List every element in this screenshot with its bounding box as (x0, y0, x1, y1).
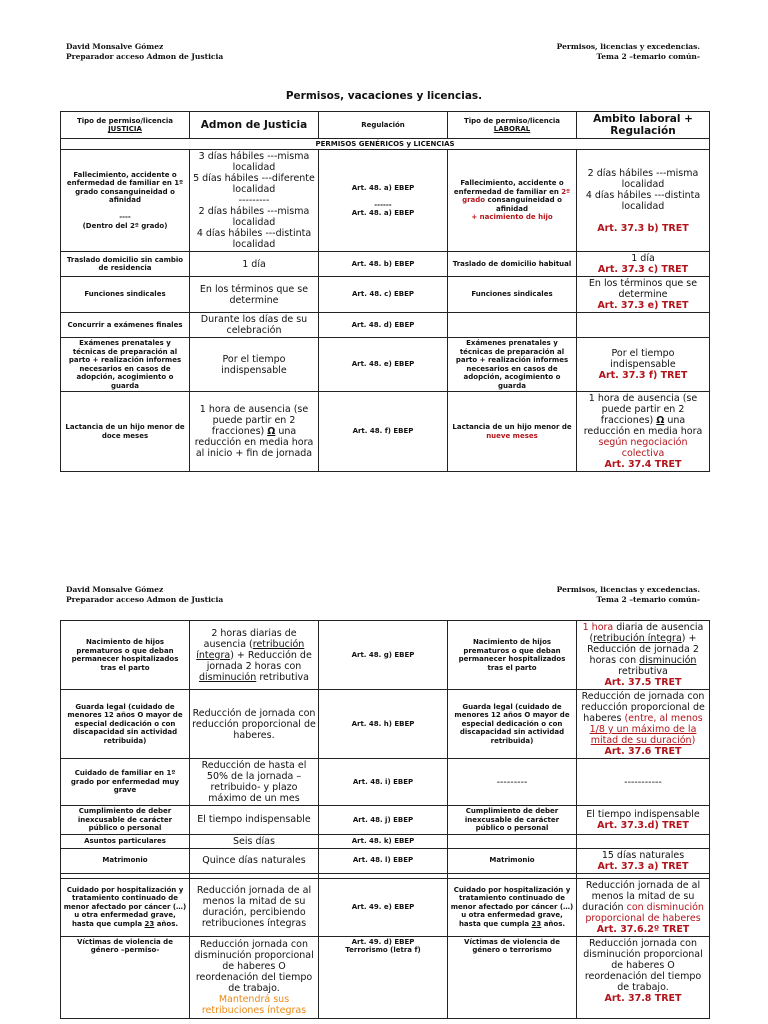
header-subtitle: Preparador acceso Admon de Justicia (66, 52, 224, 61)
cell-regulacion: Art. 48. g) EBEP (319, 621, 448, 690)
cell-ambito: Por el tiempo indispensable Art. 37.3 f) TRET (577, 338, 710, 392)
table-row (61, 834, 710, 848)
column-header-admon: Admon de Justicia (190, 112, 319, 139)
table-row (61, 690, 710, 759)
cell-tipo: Fallecimiento, accidente o enfermedad de familiar en 1º grado consanguineidad o afinidad ---- (Dentro del 2º grado) (61, 150, 190, 252)
cell-ambito: 1 hora diaria de ausencia (retribución íntegra) + Reducción de jornada 2 horas con disminución retributiva Art. 37.5 TRET (577, 621, 710, 690)
cell-admon: 1 día (190, 252, 319, 277)
cell-regulacion: Art. 48. j) EBEP (319, 806, 448, 835)
table-row (61, 338, 710, 392)
cell-laboral-empty (448, 313, 577, 338)
cell-ambito: Reducción jornada de al menos la mitad de su duración con disminución proporcional de haberes Art. 37.6.2º TRET (577, 878, 710, 936)
table-header-row (61, 112, 710, 139)
cell-laboral: Exámenes prenatales y técnicas de preparación al parto + realización informes necesarios en casos de adopción, acogimiento o guarda (448, 338, 577, 392)
cell-tipo: Matrimonio (61, 848, 190, 873)
section-row (61, 139, 710, 150)
header-topic: Permisos, licencias y excedencias. (556, 585, 700, 594)
cell-regulacion: Art. 48. e) EBEP (319, 338, 448, 392)
cell-admon: 2 horas diarias de ausencia (retribución íntegra) + Reducción de jornada 2 horas con disminución retributiva (190, 621, 319, 690)
cell-ambito: Reducción jornada con disminución proporcional de haberes O reordenación del tiempo de trabajo. Art. 37.8 TRET (577, 936, 710, 1018)
section-title: PERMISOS GENÉRICOS y LICENCIAS (61, 139, 710, 150)
header-topic: Permisos, licencias y excedencias. (556, 42, 700, 51)
cell-regulacion: Art. 48. c) EBEP (319, 277, 448, 313)
cell-laboral: Guarda legal (cuidado de menores 12 años O mayor de especial dedicación o con discapacidad sin actividad retribuida) (448, 690, 577, 759)
page-header-left (66, 42, 223, 62)
cell-laboral: Lactancia de un hijo menor de nueve meses (448, 392, 577, 472)
cell-admon: Reducción jornada con disminución proporcional de haberes O reordenación del tiempo de trabajo. Mantendrá sus retribuciones íntegras (190, 936, 319, 1018)
cell-regulacion: Art. 48. k) EBEP (319, 834, 448, 848)
cell-ambito: 15 días naturales Art. 37.3 a) TRET (577, 848, 710, 873)
cell-ambito-empty (577, 313, 710, 338)
header-tema: Tema 2 –temario común- (596, 52, 700, 61)
cell-laboral: Víctimas de violencia de género o terrorismo (448, 936, 577, 1018)
cell-ambito-empty (577, 834, 710, 848)
cell-tipo: Guarda legal (cuidado de menores 12 años O mayor de especial dedicación o con discapacidad sin actividad retribuida) (61, 690, 190, 759)
cell-regulacion: Art. 49. e) EBEP (319, 878, 448, 936)
cell-admon: Reducción jornada de al menos la mitad de su duración, percibiendo retribuciones íntegras (190, 878, 319, 936)
cell-laboral: Nacimiento de hijos prematuros o que deban permanecer hospitalizados tras el parto (448, 621, 577, 690)
cell-regulacion: Art. 48. f) EBEP (319, 392, 448, 472)
cell-tipo: Lactancia de un hijo menor de doce meses (61, 392, 190, 472)
page-header-left (66, 585, 223, 605)
table-row (61, 848, 710, 873)
header-subtitle: Preparador acceso Admon de Justicia (66, 595, 224, 604)
cell-ambito: 1 día Art. 37.3 c) TRET (577, 252, 710, 277)
cell-ambito: Reducción de jornada con reducción proporcional de haberes (entre, al menos 1/8 y un máximo de la mitad de su duración) Art. 37.6 TRET (577, 690, 710, 759)
cell-tipo: Traslado domicilio sin cambio de residencia (61, 252, 190, 277)
table-row (61, 313, 710, 338)
cell-admon: Reducción de jornada con reducción proporcional de haberes. (190, 690, 319, 759)
page-header-right (557, 585, 700, 605)
cell-laboral: --------- (448, 759, 577, 806)
cell-regulacion: Art. 48. i) EBEP (319, 759, 448, 806)
table-row (61, 392, 710, 472)
cell-regulacion: Art. 48. l) EBEP (319, 848, 448, 873)
header-author: David Monsalve Gómez (66, 42, 164, 51)
column-header-regulacion: Regulación (319, 112, 448, 139)
table-row (61, 936, 710, 1018)
table-row (61, 252, 710, 277)
cell-laboral: Cumplimiento de deber inexcusable de carácter público o personal (448, 806, 577, 835)
cell-admon: 3 días hábiles ---misma localidad 5 días hábiles ---diferente localidad --------- 2 días hábiles ---misma localidad 4 días hábiles ---distinta localidad (190, 150, 319, 252)
header-author: David Monsalve Gómez (66, 585, 164, 594)
cell-regulacion: Art. 48. h) EBEP (319, 690, 448, 759)
cell-regulacion: Art. 48. b) EBEP (319, 252, 448, 277)
cell-tipo: Concurrir a exámenes finales (61, 313, 190, 338)
cell-tipo: Víctimas de violencia de género –permiso- (61, 936, 190, 1018)
cell-tipo: Cuidado de familiar en 1º grado por enfermedad muy grave (61, 759, 190, 806)
cell-admon: Quince días naturales (190, 848, 319, 873)
cell-tipo: Nacimiento de hijos prematuros o que deban permanecer hospitalizados tras el parto (61, 621, 190, 690)
cell-laboral: Cuidado por hospitalización y tratamiento continuado de menor afectado por cáncer (…) u otra enfermedad grave, hasta que cumpla 23 años. (448, 878, 577, 936)
column-header-tipo-laboral: Tipo de permiso/licencia LABORAL (448, 112, 577, 139)
cell-tipo: Cuidado por hospitalización y tratamiento continuado de menor afectado por cáncer (…) u otra enfermedad grave, hasta que cumpla 23 años. (61, 878, 190, 936)
cell-tipo: Cumplimiento de deber inexcusable de carácter público o personal (61, 806, 190, 835)
table-row (61, 806, 710, 835)
cell-admon: En los términos que se determine (190, 277, 319, 313)
cell-admon: Reducción de hasta el 50% de la jornada –retribuido- y plazo máximo de un mes (190, 759, 319, 806)
cell-ambito: En los términos que se determine Art. 37.3 e) TRET (577, 277, 710, 313)
cell-regulacion: Art. 49. d) EBEP Terrorismo (letra f) (319, 936, 448, 1018)
cell-ambito: ----------- (577, 759, 710, 806)
cell-regulacion: Art. 48. d) EBEP (319, 313, 448, 338)
document-page-2 (0, 585, 768, 1024)
cell-tipo: Exámenes prenatales y técnicas de preparación al parto + realización informes necesarios en casos de adopción, acogimiento o guarda (61, 338, 190, 392)
table-row (61, 759, 710, 806)
table-row (61, 277, 710, 313)
cell-tipo: Asuntos particulares (61, 834, 190, 848)
column-header-ambito-laboral: Ambito laboral + Regulación (577, 112, 710, 139)
cell-admon: Seis días (190, 834, 319, 848)
permisos-table-page-1 (60, 111, 710, 472)
cell-laboral: Matrimonio (448, 848, 577, 873)
cell-laboral: Traslado de domicilio habitual (448, 252, 577, 277)
cell-laboral: Funciones sindicales (448, 277, 577, 313)
document-title: Permisos, vacaciones y licencias. (285, 90, 483, 102)
cell-ambito: 1 hora de ausencia (se puede partir en 2 fracciones) Ω una reducción en media hora según negociación colectiva Art. 37.4 TRET (577, 392, 710, 472)
cell-ambito: 2 días hábiles ---misma localidad 4 días hábiles ---distinta localidad Art. 37.3 b) TRET (577, 150, 710, 252)
cell-laboral: Fallecimiento, accidente o enfermedad de familiar en 2º grado consanguineidad o afinidad + nacimiento de hijo (448, 150, 577, 252)
cell-admon: 1 hora de ausencia (se puede partir en 2 fracciones) Ω una reducción en media hora al inicio + fin de jornada (190, 392, 319, 472)
table-row (61, 878, 710, 936)
header-tema: Tema 2 –temario común- (596, 595, 700, 604)
cell-admon: Por el tiempo indispensable (190, 338, 319, 392)
table-row (61, 621, 710, 690)
cell-admon: El tiempo indispensable (190, 806, 319, 835)
cell-tipo: Funciones sindicales (61, 277, 190, 313)
permisos-table-page-2 (60, 620, 710, 1019)
cell-regulacion: Art. 48. a) EBEP ------ Art. 48. a) EBEP (319, 150, 448, 252)
page-header-right (557, 42, 700, 62)
column-header-tipo-justicia: Tipo de permiso/licencia JUSTICIA (61, 112, 190, 139)
cell-laboral-empty (448, 834, 577, 848)
table-row (61, 150, 710, 252)
cell-ambito: El tiempo indispensable Art. 37.3.d) TRET (577, 806, 710, 835)
cell-admon: Durante los días de su celebración (190, 313, 319, 338)
